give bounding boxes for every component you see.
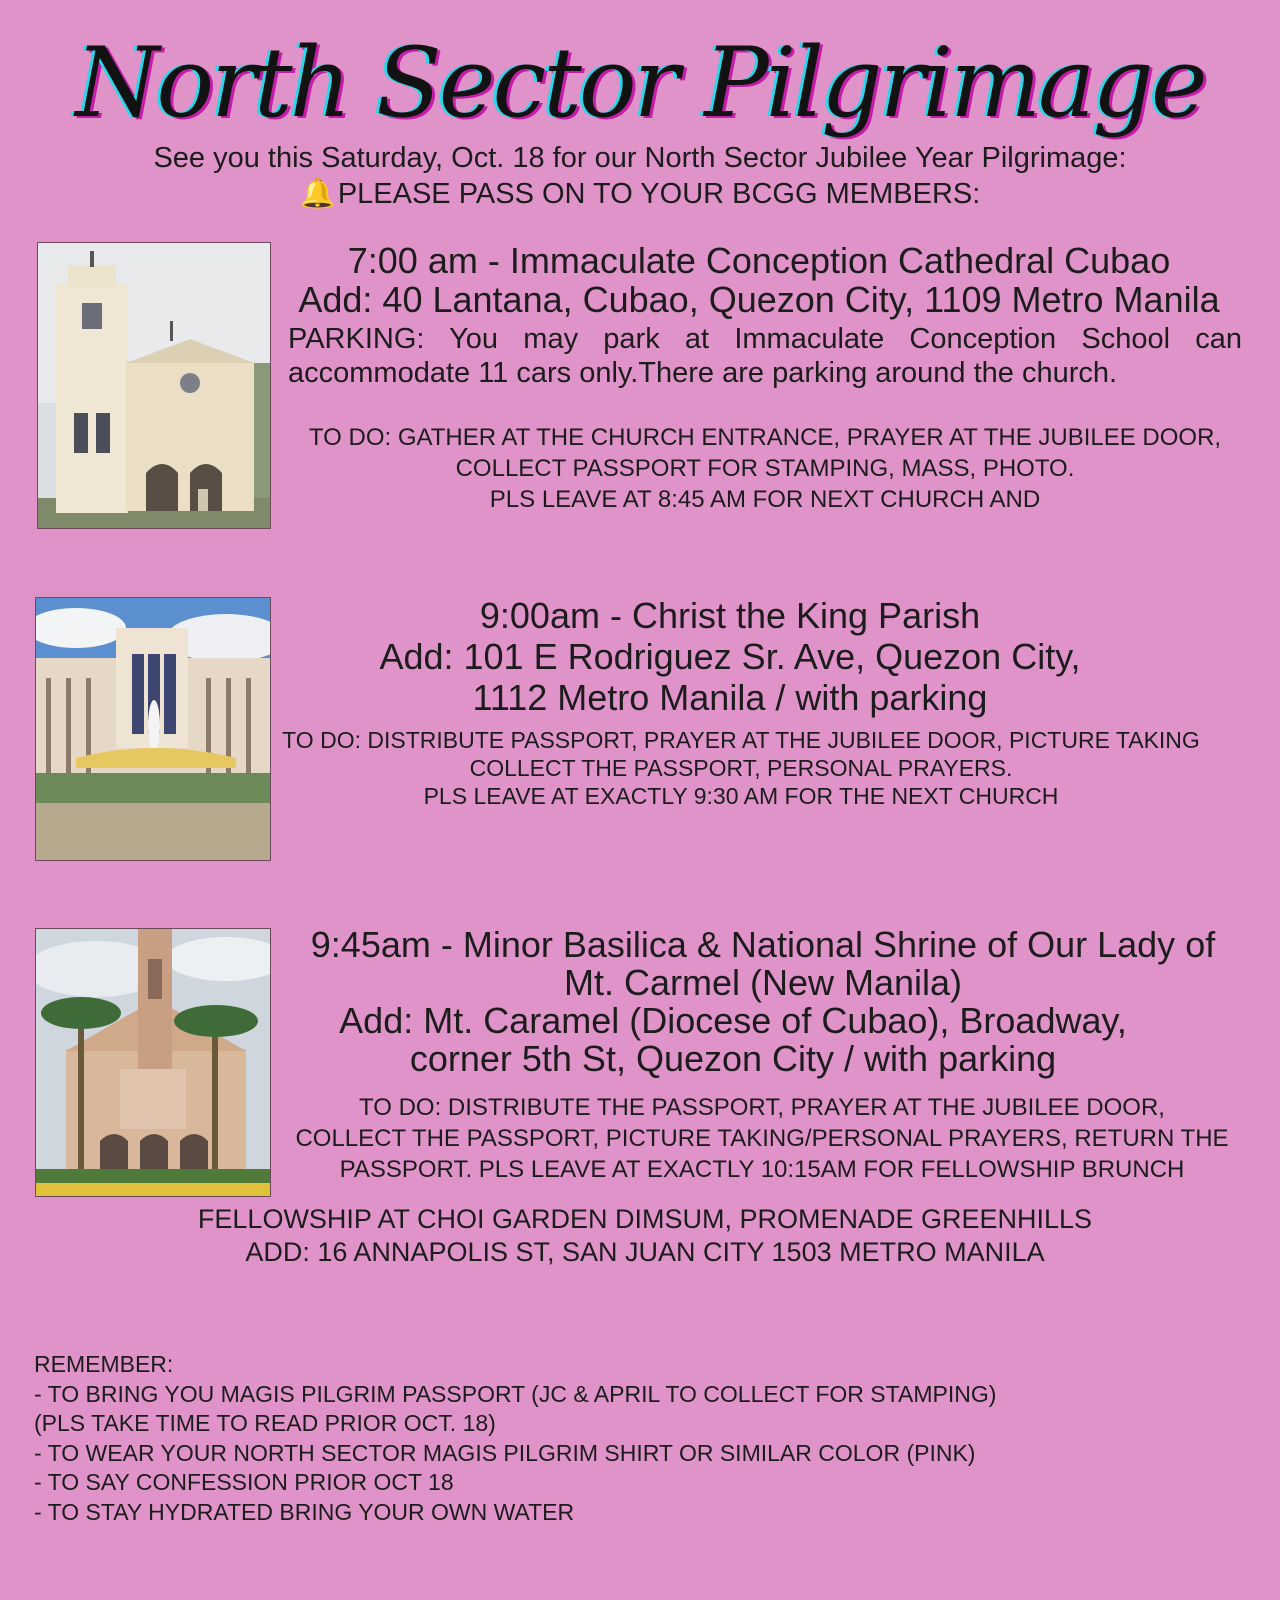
bell-icon: 🔔 [299,178,336,210]
todo-line: COLLECT PASSPORT FOR STAMPING, MASS, PHOTO. [455,455,1075,482]
todo-line: PLS LEAVE AT 8:45 AM FOR NEXT CHURCH AND [489,486,1041,513]
stop1-heading: 7:00 am - Immaculate Conception Cathedral Cubao [347,240,1171,281]
intro [0,140,1280,212]
todo-line: TO DO: DISTRIBUTE THE PASSPORT, PRAYER AT THE JUBILEE DOOR, [359,1094,1165,1121]
todo-line: TO DO: DISTRIBUTE PASSPORT, PRAYER AT THE JUBILEE DOOR, PICTURE TAKING [282,727,1200,753]
reminder-item: - TO STAY HYDRATED BRING YOUR OWN WATER [34,1498,575,1525]
reminders [34,1350,1234,1527]
stop2-address [230,636,1230,718]
cathedral-photo [37,242,271,529]
stop3-heading [265,926,1261,1002]
address-line: Add: 101 E Rodriguez Sr. Ave, Quezon City, [379,636,1081,677]
stop2-todo [241,726,1241,810]
fellowship-address: ADD: 16 ANNAPOLIS ST, SAN JUAN CITY 1503 METRO MANILA [245,1237,1045,1267]
fellowship-venue: FELLOWSHIP AT CHOI GARDEN DIMSUM, PROMENADE GREENHILLS [197,1204,1093,1234]
fellowship [0,1203,1280,1269]
todo-line: PASSPORT. PLS LEAVE AT EXACTLY 10:15AM FOR FELLOWSHIP BRUNCH [339,1156,1185,1183]
stop3-address [235,1002,1231,1078]
pass-on-text: PLEASE PASS ON TO YOUR BCGG MEMBERS: [337,178,981,210]
heading-line: 9:45am - Minor Basilica & National Shrine of Our Lady of [310,924,1216,965]
reminders-heading: REMEMBER: [34,1351,174,1377]
stop1-parking: PARKING: You may park at Immaculate Conception School can accommodate 11 cars only.There are parking around the church. [288,323,1242,389]
todo-line: COLLECT THE PASSPORT, PICTURE TAKING/PERSONAL PRAYERS, RETURN THE [295,1125,1229,1152]
address-line: corner 5th St, Quezon City / with parking [409,1038,1057,1079]
stop2-heading: 9:00am - Christ the King Parish [479,595,981,636]
todo-line: COLLECT THE PASSPORT, PERSONAL PRAYERS. [469,755,1013,781]
reminder-item: - TO SAY CONFESSION PRIOR OCT 18 [34,1469,454,1495]
address-line: Add: Mt. Caramel (Diocese of Cubao), Broadway, [339,1000,1127,1041]
address-line: 1112 Metro Manila / with parking [472,677,988,718]
intro-pass-on [0,176,1280,212]
stop3-todo [262,1092,1262,1185]
intro-line: See you this Saturday, Oct. 18 for our North Sector Jubilee Year Pilgrimage: [153,142,1127,174]
stop1-address: Add: 40 Lantana, Cubao, Quezon City, 1109 Metro Manila [298,279,1220,320]
page-title: North Sector Pilgrimage [75,27,1205,139]
reminder-item: (PLS TAKE TIME TO READ PRIOR OCT. 18) [34,1410,496,1436]
reminder-item: - TO BRING YOU MAGIS PILGRIM PASSPORT (JC & APRIL TO COLLECT FOR STAMPING) [34,1380,997,1407]
todo-line: PLS LEAVE AT EXACTLY 9:30 AM FOR THE NEXT CHURCH [423,783,1059,809]
heading-line: Mt. Carmel (New Manila) [563,962,963,1003]
stop1-todo [270,422,1260,515]
reminder-item: - TO WEAR YOUR NORTH SECTOR MAGIS PILGRIM SHIRT OR SIMILAR COLOR (PINK) [34,1439,976,1466]
todo-line: TO DO: GATHER AT THE CHURCH ENTRANCE, PRAYER AT THE JUBILEE DOOR, [308,424,1222,451]
